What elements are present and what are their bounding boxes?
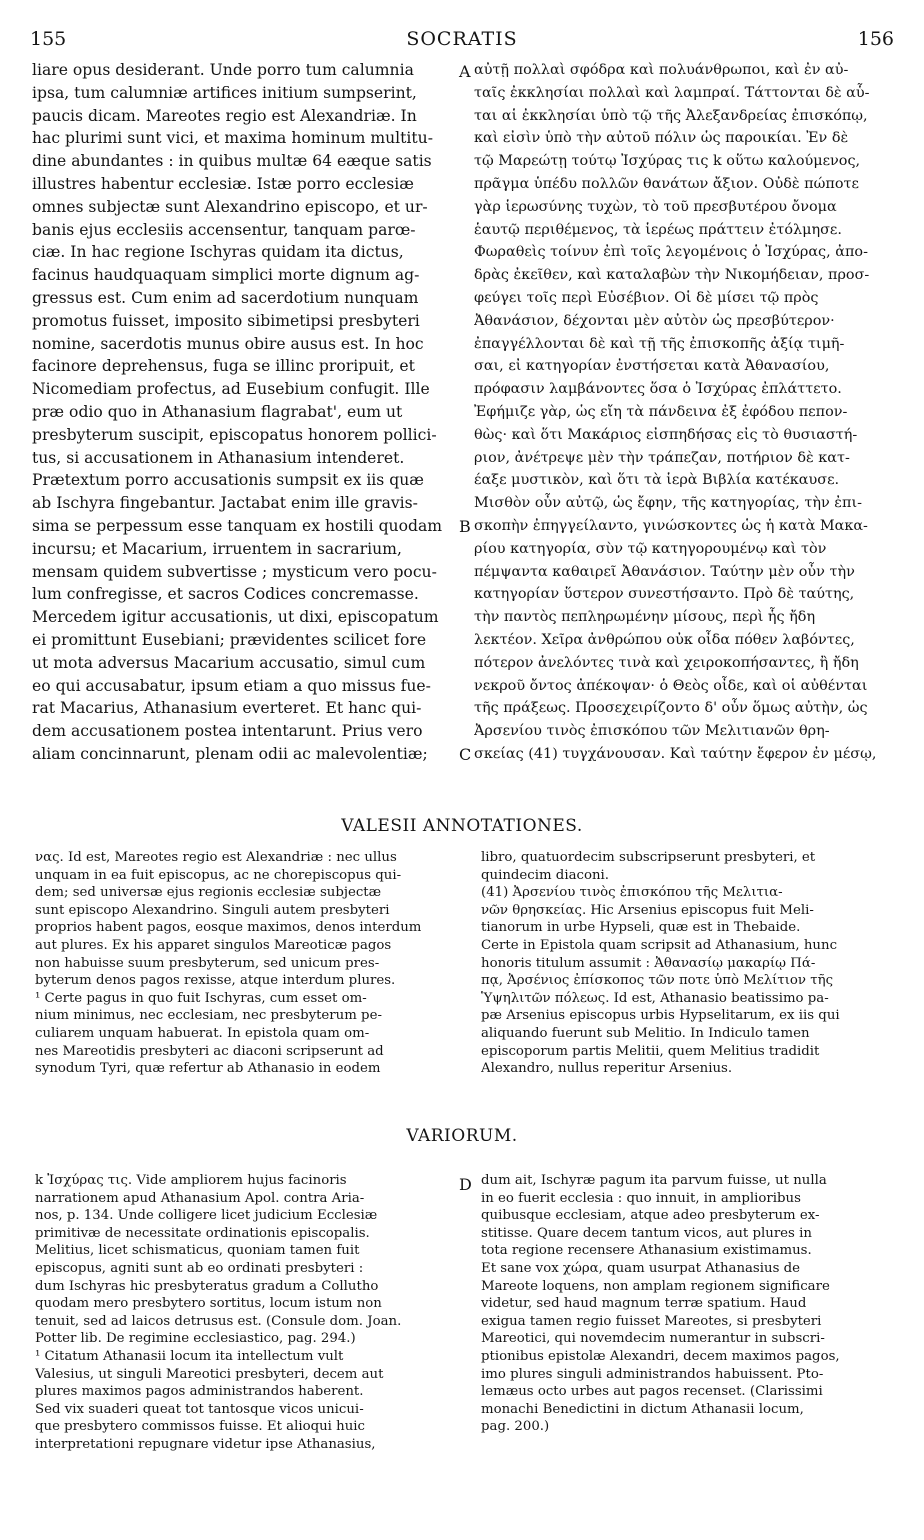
valesii-note-line: aut plures. Ex his apparet singulos Mareoticæ pagos	[35, 937, 392, 953]
variorum-note-line: imo plures singuli administrandos habuissent. Pto-	[481, 1366, 824, 1382]
valesii-note-line: Ὑψηλιτῶν πόλεως. Id est, Athanasio beatissimo pa-	[481, 990, 829, 1006]
variorum-note-line: Melitius, licet schismaticus, quoniam tamen fuit	[35, 1243, 360, 1259]
latin-text-line: ei promittunt Eusebiani; prævidentes scilicet fore	[32, 630, 427, 649]
variorum-note-line: Mareote loquens, non amplam regionem significare	[481, 1278, 830, 1294]
latin-text-line: illustres habentur ecclesiæ. Istæ porro ecclesiæ	[32, 174, 414, 193]
valesii-note-line: sunt episcopo Alexandrino. Singuli autem presbyteri	[35, 902, 390, 918]
valesii-note-line: nes Mareotidis presbyteri ac diaconi scripserunt ad	[35, 1043, 384, 1059]
variorum-note-line: dum ait, Ischyræ pagum ita parvum fuisse, ut nulla	[481, 1173, 827, 1188]
variorum-note-line: in eo fuerit ecclesia : quo innuit, in amplioribus	[481, 1190, 801, 1206]
valesii-note-line: dem; sed universæ ejus regionis ecclesiæ subjectæ	[35, 885, 382, 901]
greek-text-line: έαξε μυστικὸν, καὶ ὅτι τὰ ἱερὰ Βιβλία κατέκαυσε.	[474, 472, 840, 489]
variorum-note-line: pag. 200.)	[481, 1419, 550, 1435]
valesii-note-line: libro, quatuordecim subscripserunt presbyteri, et	[481, 850, 816, 865]
greek-text-line: δρὰς ἐκεῖθεν, καὶ καταλαβὼν τὴν Νικομήδειαν, προσ-	[474, 267, 870, 284]
page-number-left: 155	[30, 28, 67, 50]
latin-text-line: rat Macarius, Athanasium everteret. Et hanc qui-	[32, 699, 422, 718]
valesii-note-line: synodum Tyri, quæ refertur ab Athanasio in eodem	[35, 1061, 381, 1077]
latin-text-line: facinore deprehensus, fuga se illinc proripuit, et	[32, 357, 415, 376]
valesii-note-line: Certe in Epistola quam scripsit ad Athanasium, hunc	[481, 937, 838, 953]
variorum-note-line: k Ἰσχύρας τις. Vide ampliorem hujus facinoris	[35, 1173, 347, 1188]
variorum-note-line: lemæus octo urbes aut pagos recenset. (Clarissimi	[481, 1384, 823, 1400]
variorum-note-line: plures maximos pagos administrandos haberent.	[35, 1384, 364, 1400]
greek-text-line: Φωραθεὶς τοίνυν ἐπὶ τοῖς λεγομένοις ὁ Ἰσχύρας, ἀπο-	[474, 244, 868, 261]
variorum-note-line: Mareotici, qui novemdecim numerantur in subscri-	[481, 1331, 825, 1347]
latin-text-line: dine abundantes : in quibus multæ 64 eæque satis	[32, 152, 432, 171]
greek-column	[474, 59, 894, 766]
latin-text-line: nomine, sacerdotis munus obire ausus est. In hoc	[32, 334, 424, 353]
greek-text-line: πρᾶγμα ὑπέδυ πολλῶν θανάτων ἄξιον. Οὐδὲ πώποτε	[474, 175, 859, 192]
latin-text-line: aliam concinnarunt, plenam odii ac malevolentiæ;	[32, 744, 428, 763]
variorum-note-line: Valesius, ut singuli Mareotici presbyteri, decem aut	[35, 1366, 384, 1382]
variorum-notes-right	[481, 1172, 891, 1436]
variorum-note-line: nos, p. 134. Unde colligere licet judicium Ecclesiæ	[35, 1208, 378, 1224]
greek-text-line: ταῖς ἐκκλησίαι πολλαὶ καὶ λαμπραί. Τάττονται δὲ αὗ-	[474, 84, 870, 101]
latin-text-line: mensam quidem subvertisse ; mysticum vero pocu-	[32, 562, 437, 581]
variorum-note-line: quibusque ecclesiam, atque adeo presbyterum ex-	[481, 1208, 820, 1224]
greek-text-line: ἐπαγγέλλονται δὲ καὶ τῇ τῆς ἐπισκοπῆς ἀξίᾳ τιμῆ-	[474, 335, 845, 352]
variorum-note-line: tenuit, sed ad laicos detrusus est. (Consule dom. Joan.	[35, 1313, 402, 1329]
variorum-note-line: episcopus, agniti sunt ab eo ordinati presbyteri :	[35, 1260, 364, 1276]
greek-text-line: θὼς· καὶ ὅτι Μακάριος εἰσπηδήσας εἰς τὸ θυσιαστή-	[474, 426, 858, 443]
variorum-note-line: Et sane vox χώρα, quam usurpat Athanasius de	[481, 1260, 801, 1276]
valesii-note-line: aliquando fuerunt sub Melitio. In Indiculo tamen	[481, 1025, 810, 1041]
variorum-note-line: que presbytero commissos fuisse. Et alioqui huic	[35, 1419, 365, 1435]
greek-text-line: φεύγει τοῖς περὶ Εὐσέβιον. Οἱ δὲ μίσει τῷ πρὸς	[474, 289, 819, 306]
latin-text-line: Nicomediam profectus, ad Eusebium confugit. Ille	[32, 380, 430, 399]
greek-text-line: ρίου κατηγορία, σὺν τῷ κατηγορουμένῳ καὶ τὸν	[474, 540, 827, 557]
variorum-note-line: exigua tamen regio fuisset Mareotes, si presbyteri	[481, 1313, 822, 1329]
variorum-note-line: dum Ischyras hic presbyteratus gradum a Collutho	[35, 1278, 379, 1294]
valesii-note-line: byterum denos pagos rexisse, atque interdum plures.	[35, 973, 396, 989]
latin-text-line: omnes subjectæ sunt Alexandrino episcopo, et ur-	[32, 197, 428, 216]
greek-text-line: Μισθὸν οὖν αὐτῷ, ὡς ἔφην, τῆς κατηγορίας, τὴν ἐπι-	[474, 495, 862, 512]
valesii-note-line: nium minimus, nec ecclesiam, nec presbyterum pe-	[35, 1008, 382, 1024]
page-number-right: 156	[857, 28, 894, 50]
variorum-note-line: stitisse. Quare decem tantum vicos, aut plures in	[481, 1225, 812, 1241]
greek-text-line: σαι, εἰ κατηγορίαν ἐνστήσεται κατὰ Ἀθανασίου,	[474, 358, 830, 375]
variorum-note-line: interpretationi repugnare videtur ipse Athanasius,	[35, 1436, 376, 1452]
variorum-note-line: ¹ Citatum Athanasii locum ita intellectum vult	[35, 1348, 344, 1364]
valesii-note-line: culiarem unquam habuerat. In epistola quam om-	[35, 1025, 370, 1041]
margin-letter-b: B	[459, 517, 471, 536]
latin-text-line: paucis dicam. Mareotes regio est Alexandriæ. In	[32, 106, 417, 125]
latin-text-line: hac plurimi sunt vici, et maxima hominum multitu-	[32, 129, 433, 148]
greek-text-line: αὐτῇ πολλαὶ σφόδρα καὶ πολυάνθρωποι, καὶ ἐν αὐ-	[474, 62, 849, 78]
variorum-note-line: tota regione recensere Athanasium existimamus.	[481, 1243, 812, 1259]
latin-text-line: præ odio quo in Athanasium flagrabat', eum ut	[32, 402, 403, 421]
greek-text-line: τῷ Μαρεώτῃ τούτῳ Ἰσχύρας τις k οὕτω καλούμενος,	[474, 153, 861, 170]
greek-text-line: τὴν παντὸς πεπληρωμένην μίσους, περὶ ἧς ἤδη	[474, 609, 816, 626]
latin-text-line: banis ejus ecclesiis accensentur, tanquam parœ-	[32, 220, 416, 239]
margin-letter-a: A	[459, 62, 471, 81]
valesii-heading: VALESII ANNOTATIONES.	[341, 816, 583, 836]
variorum-note-line: Sed vix suaderi queat tot tantosque vicos unicui-	[35, 1401, 364, 1417]
valesii-note-line: honoris titulum assumit : Ἀθανασίῳ μακαρίῳ Πά-	[481, 955, 816, 971]
valesii-note-line: proprios habent pagos, eosque maximos, denos interdum	[35, 920, 422, 936]
valesii-note-line: νῶν θρησκείας. Hic Arsenius episcopus fuit Meli-	[481, 902, 814, 918]
greek-text-line: Ἐφήμιζε γὰρ, ὡς εἴη τὰ πάνδεινα ἐξ ἐφόδου πεπον-	[474, 403, 848, 420]
latin-text-line: promotus fuisset, imposito sibimetipsi presbyteri	[32, 311, 420, 330]
latin-text-line: ut mota adversus Macarium accusatio, simul cum	[32, 653, 426, 672]
variorum-note-line: Potter lib. De regimine ecclesiastico, pag. 294.)	[35, 1331, 356, 1347]
greek-text-line: καὶ εἰσὶν ὑπὸ τὴν αὐτοῦ πόλιν ὡς παροικίαι. Ἐν δὲ	[474, 130, 849, 147]
latin-text-line: ciæ. In hac regione Ischyras quidam ita dictus,	[32, 243, 404, 262]
valesii-note-line: νας. Id est, Mareotes regio est Alexandriæ : nec ullus	[35, 850, 397, 865]
running-header	[0, 28, 924, 54]
latin-text-line: tus, si accusationem in Athanasium intenderet.	[32, 448, 405, 467]
valesii-notes-left	[35, 849, 459, 1078]
margin-letter-c: C	[459, 745, 472, 764]
latin-text-line: dem accusationem postea intentarunt. Prius vero	[32, 722, 423, 741]
valesii-note-line: episcoporum partis Melitii, quem Melitius tradidit	[481, 1043, 820, 1059]
variorum-note-line: monachi Benedictini in dictum Athanasii locum,	[481, 1401, 804, 1417]
latin-text-line: eo qui accusabatur, ipsum etiam a quo missus fue-	[32, 676, 431, 695]
valesii-notes-right	[481, 849, 891, 1078]
valesii-note-line: πᾳ, Ἀρσένιος ἐπίσκοπος τῶν ποτε ὑπὸ Μελίτιον τῆς	[481, 973, 834, 989]
running-title: SOCRATIS	[406, 28, 518, 50]
greek-text-line: σκείας (41) τυγχάνουσαν. Καὶ ταύτην ἔφερον ἐν μέσῳ,	[474, 745, 877, 762]
latin-text-line: liare opus desiderant. Unde porro tum calumnia	[32, 61, 414, 79]
greek-text-line: Ἀρσενίου τινὸς ἐπισκόπου τῶν Μελιτιανῶν θρη-	[474, 723, 830, 740]
latin-text-line: sima se perpessum esse tanquam ex hostili quodam	[32, 516, 443, 535]
latin-text-line: presbyterum suscipit, episcopatus honorem pollici-	[32, 425, 437, 444]
greek-text-line: ριον, ἀνέτρεψε μὲν τὴν τράπεζαν, ποτήριον δὲ κατ-	[474, 449, 850, 466]
greek-text-line: πέμψαντα καθαιρεῖ Ἀθανάσιον. Ταύτην μὲν οὖν τὴν	[474, 563, 855, 580]
valesii-note-line: quindecim diaconi.	[481, 867, 609, 883]
valesii-note-line: unquam in ea fuit episcopus, ac ne chorepiscopus qui-	[35, 867, 402, 883]
latin-text-line: Mercedem igitur accusationis, ut dixi, episcopatum	[32, 608, 439, 627]
greek-text-line: τῆς πράξεως. Προσεχειρίζοντο δ' οὖν ὅμως αὐτὴν, ὡς	[474, 700, 868, 717]
margin-letter-d: D	[459, 1175, 472, 1194]
latin-text-line: incursu; et Macarium, irruentem in sacrarium,	[32, 539, 402, 558]
valesii-note-line: Alexandro, nullus reperitur Arsenius.	[481, 1061, 733, 1077]
valesii-note-line: ¹ Certe pagus in quo fuit Ischyras, cum esset om-	[35, 990, 367, 1006]
latin-column	[32, 59, 457, 766]
greek-text-line: ται αἱ ἐκκλησίαι ὑπὸ τῷ τῆς Ἀλεξανδρείας ἐπισκόπῳ,	[474, 107, 868, 124]
variorum-note-line: quodam mero presbytero sortitus, locum istum non	[35, 1296, 382, 1312]
valesii-note-line: (41) Ἀρσενίου τινὸς ἐπισκόπου τῆς Μελιτια-	[481, 885, 783, 901]
variorum-note-line: ptionibus epistolæ Alexandri, decem maximos pagos,	[481, 1348, 840, 1364]
variorum-note-line: narrationem apud Athanasium Apol. contra Aria-	[35, 1190, 365, 1206]
variorum-note-line: videtur, sed haud magnum terræ spatium. Haud	[481, 1296, 807, 1312]
latin-text-line: Prætextum porro accusationis sumpsit ex iis quæ	[32, 471, 424, 490]
latin-text-line: lum confregisse, et sacros Codices concremasse.	[32, 585, 419, 604]
greek-text-line: κατηγορίαν ὕστερον συνεστήσαντο. Πρὸ δὲ ταύτης,	[474, 586, 855, 603]
variorum-note-line: primitivæ de necessitate ordinationis episcopalis.	[35, 1225, 370, 1241]
latin-text-line: ab Ischyra fingebantur. Jactabat enim ille gravis-	[32, 494, 418, 513]
latin-text-line: ipsa, tum calumniæ artifices initium sumpserint,	[32, 83, 417, 102]
latin-text-line: facinus haudquaquam simplici morte dignum ag-	[32, 266, 420, 285]
variorum-notes-left	[35, 1172, 459, 1454]
greek-text-line: πρόφασιν λαμβάνοντες ὅσα ὁ Ἰσχύρας ἐπλάττετο.	[474, 381, 842, 398]
greek-text-line: πότερον ἀνελόντες τινὰ καὶ χειροκοπήσαντες, ἢ ἤδη	[474, 654, 859, 671]
greek-text-line: νεκροῦ ὄντος ἀπέκοψαν· ὁ Θεὸς οἶδε, καὶ οἱ αὐθένται	[474, 677, 868, 694]
greek-text-line: Ἀθανάσιον, δέχονται μὲν αὐτὸν ὡς πρεσβύτερον·	[474, 312, 835, 329]
greek-text-line: γὰρ ἱερωσύνης τυχὼν, τὸ τοῦ πρεσβυτέρου ὄνομα	[474, 198, 837, 215]
variorum-heading: VARIORUM.	[406, 1126, 518, 1146]
valesii-note-line: pæ Arsenius episcopus urbis Hypselitarum, ex iis qui	[481, 1008, 840, 1024]
greek-text-line: σκοπὴν ἐπηγγείλαντο, γινώσκοντες ὡς ἡ κατὰ Μακα-	[474, 517, 868, 534]
valesii-note-line: non habuisse suum presbyterum, sed unicum pres-	[35, 955, 380, 971]
valesii-note-line: tianorum in urbe Hypseli, quæ est in Thebaide.	[481, 920, 801, 936]
greek-text-line: ἑαυτῷ περιθέμενος, τὰ ἱερέως πράττειν ἐτόλμησε.	[474, 221, 842, 238]
latin-text-line: gressus est. Cum enim ad sacerdotium nunquam	[32, 288, 419, 307]
greek-text-line: λεκτέον. Χεῖρα ἀνθρώπου οὐκ οἶδα πόθεν λαβόντες,	[474, 631, 855, 648]
